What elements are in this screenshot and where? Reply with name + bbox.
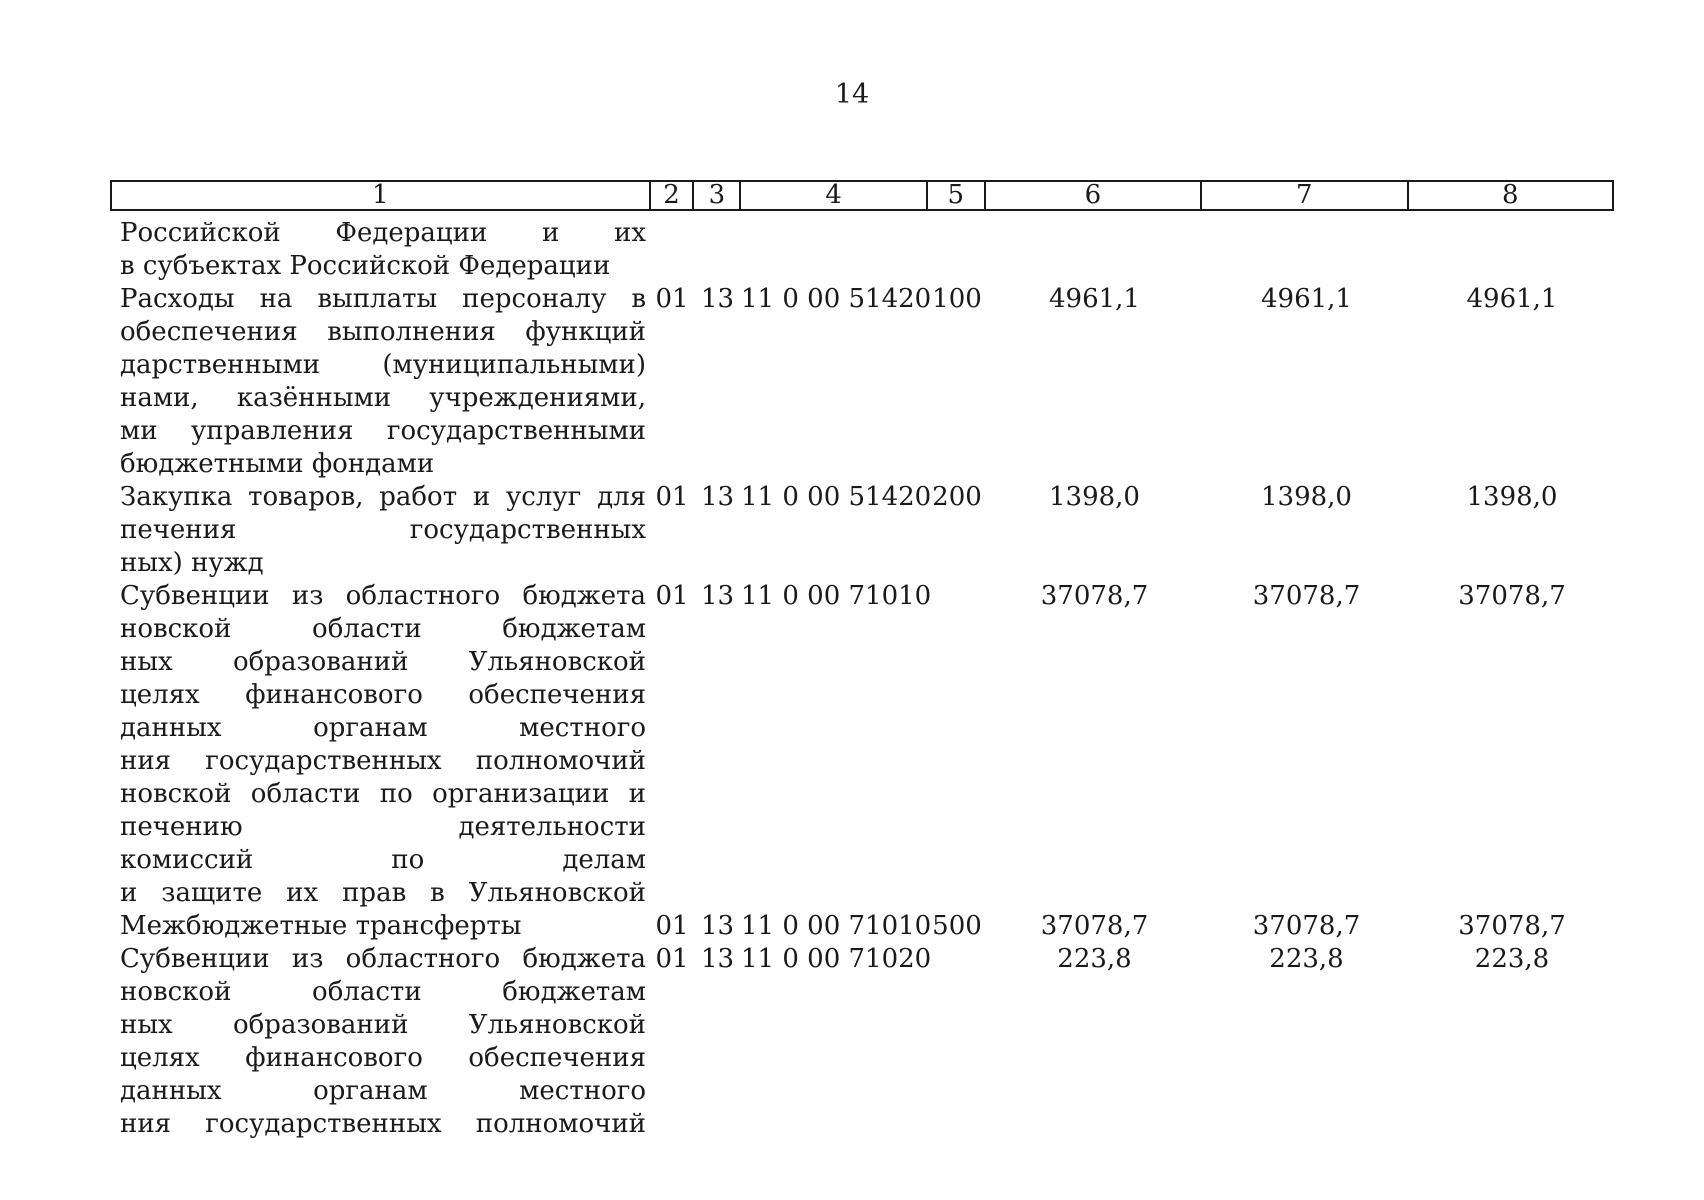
row-col-8: 1398,0	[1466, 482, 1558, 512]
description-line: обеспечения выполнения функций	[120, 317, 646, 347]
row-col-8: 37078,7	[1458, 911, 1566, 941]
row-col-3: 13	[700, 482, 735, 512]
row-col-4: 11 0 00 71020	[741, 944, 932, 974]
description-line: Межбюджетные трансферты	[120, 911, 522, 941]
table-row	[110, 910, 1614, 943]
row-col-4: 11 0 00 71010	[741, 581, 932, 611]
description-line: Российской Федерации и их	[120, 218, 646, 248]
row-col-6: 1398,0	[1049, 482, 1140, 512]
row-description	[110, 217, 650, 283]
description-line: данных органам местного	[120, 1076, 646, 1106]
header-col-4: 4	[741, 182, 928, 209]
description-line: нами, казёнными учреждениями,	[120, 383, 646, 413]
description-line: ных образований Ульяновской	[120, 647, 646, 677]
description-line: новской области бюджетам	[120, 614, 646, 644]
description-line: и защите их прав в Ульяновской	[120, 878, 646, 908]
row-description	[110, 283, 650, 481]
description-line: дарственными (муниципальными)	[120, 350, 646, 380]
row-col-2: 01	[655, 482, 689, 512]
table-row	[110, 943, 1614, 1141]
description-line: данных органам местного	[120, 713, 646, 743]
row-col-6: 37078,7	[1040, 581, 1149, 611]
description-line: целях финансового обеспечения	[120, 1043, 646, 1073]
description-line: Субвенции из областного бюджета	[120, 581, 646, 611]
description-line: комиссий по делам	[120, 845, 646, 875]
row-col-3: 13	[700, 284, 735, 314]
description-line: Закупка товаров, работ и услуг для	[120, 482, 646, 512]
description-line: Субвенции из областного бюджета	[120, 944, 646, 974]
description-line: ния государственных полномочий	[120, 1109, 646, 1139]
description-line: новской области бюджетам	[120, 977, 646, 1007]
row-col-2: 01	[655, 944, 689, 974]
row-col-4: 11 0 00 71010	[741, 911, 932, 941]
row-col-3: 13	[700, 944, 735, 974]
description-line: ных) нужд	[120, 548, 264, 578]
row-col-6: 4961,1	[1049, 284, 1140, 314]
row-description	[110, 910, 650, 943]
table-row	[110, 580, 1614, 910]
row-col-3: 13	[700, 911, 735, 941]
description-line: Расходы на выплаты персоналу в	[120, 284, 646, 314]
row-description	[110, 943, 650, 1141]
description-line: новской области по организации и	[120, 779, 646, 809]
description-line: печению деятельности	[120, 812, 646, 842]
page-number: 14	[834, 79, 870, 110]
row-col-8: 223,8	[1474, 944, 1550, 974]
description-line: ми управления государственными	[120, 416, 646, 446]
header-col-5: 5	[928, 182, 986, 209]
description-line: ных образований Ульяновской	[120, 1010, 646, 1040]
description-line: ния государственных полномочий	[120, 746, 646, 776]
row-col-6: 223,8	[1057, 944, 1132, 974]
description-line: целях финансового обеспечения	[120, 680, 646, 710]
header-col-2: 2	[651, 182, 695, 209]
row-col-4: 11 0 00 51420	[741, 482, 932, 512]
header-col-7: 7	[1202, 182, 1408, 209]
row-col-8: 37078,7	[1458, 581, 1566, 611]
row-col-5: 200	[932, 482, 982, 512]
table-body	[110, 217, 1614, 1141]
row-col-7: 37078,7	[1252, 581, 1361, 611]
row-col-2: 01	[655, 911, 689, 941]
row-col-4: 11 0 00 51420	[741, 284, 932, 314]
row-description	[110, 481, 650, 580]
row-col-7: 4961,1	[1261, 284, 1352, 314]
description-line: бюджетными фондами	[120, 449, 435, 479]
row-col-2: 01	[655, 581, 689, 611]
header-col-3: 3	[694, 182, 741, 209]
header-col-6: 6	[986, 182, 1202, 209]
row-col-2: 01	[655, 284, 689, 314]
description-line: в субъектах Российской Федерации	[120, 251, 611, 281]
row-col-5: 500	[932, 911, 982, 941]
row-description	[110, 580, 650, 910]
header-col-8: 8	[1502, 180, 1519, 210]
row-col-8: 4961,1	[1466, 284, 1558, 314]
row-col-7: 37078,7	[1252, 911, 1361, 941]
table-header	[110, 180, 1614, 211]
header-col-1: 1	[112, 182, 651, 209]
row-col-3: 13	[700, 581, 735, 611]
table-row	[110, 283, 1614, 481]
table-row	[110, 217, 1614, 283]
table-row	[110, 481, 1614, 580]
row-col-7: 223,8	[1269, 944, 1344, 974]
description-line: печения государственных	[120, 515, 646, 545]
row-col-7: 1398,0	[1261, 482, 1352, 512]
row-col-6: 37078,7	[1040, 911, 1149, 941]
row-col-5: 100	[932, 284, 982, 314]
